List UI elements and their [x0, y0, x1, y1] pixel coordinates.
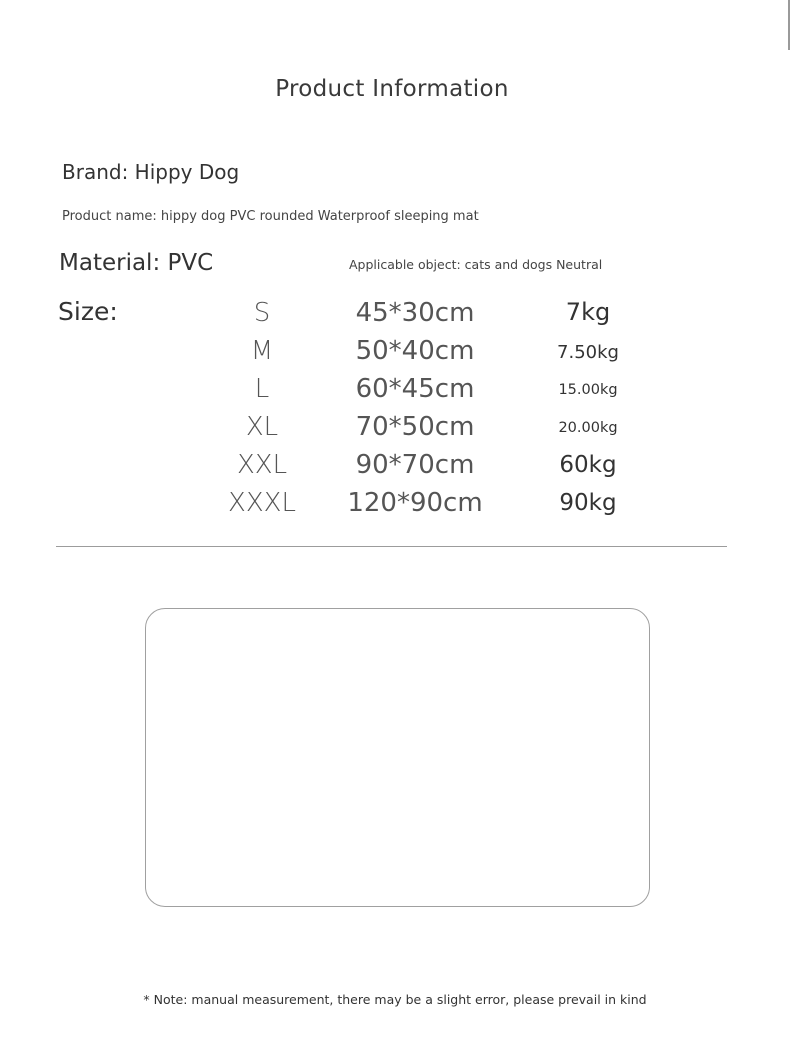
dimensions-value: 70*50cm — [355, 412, 475, 442]
size-value: XXL — [236, 450, 288, 480]
brand-label: Brand: Hippy Dog — [62, 160, 240, 184]
size-value: S — [253, 298, 271, 328]
size-heading: Size: — [58, 297, 118, 326]
dimensions-value: 60*45cm — [355, 374, 475, 404]
dimensions-value: 50*40cm — [355, 336, 475, 366]
size-row-xxl — [0, 450, 790, 488]
load-value: 20.00kg — [558, 420, 618, 436]
dimensions-value: 90*70cm — [355, 450, 475, 480]
applicable-object-label: Applicable object: cats and dogs Neutral — [349, 257, 603, 272]
size-row-xl — [0, 412, 790, 450]
dimensions-value: 45*30cm — [355, 298, 475, 328]
size-value: M — [250, 336, 274, 366]
product-name-label: Product name: hippy dog PVC rounded Waterproof sleeping mat — [62, 209, 479, 224]
dimensions-value: 120*90cm — [347, 488, 483, 518]
load-value: 7.50kg — [557, 342, 619, 363]
measurement-note: * Note: manual measurement, there may be a slight error, please prevail in kind — [143, 992, 647, 1007]
material-label: Material: PVC — [59, 250, 214, 276]
size-value: L — [254, 374, 270, 404]
load-value: 60kg — [559, 452, 617, 478]
size-row-s — [0, 298, 790, 336]
load-value: 90kg — [559, 490, 617, 516]
load-value: 15.00kg — [558, 382, 618, 398]
size-value: XXXL — [228, 488, 296, 518]
size-value: XL — [245, 412, 279, 442]
page-title: Product Information — [275, 76, 509, 102]
size-row-m — [0, 336, 790, 374]
section-divider — [56, 546, 727, 547]
load-value: 7kg — [565, 298, 611, 326]
size-row-l — [0, 374, 790, 412]
mat-outline-illustration — [145, 608, 650, 907]
size-row-xxxl — [0, 488, 790, 526]
